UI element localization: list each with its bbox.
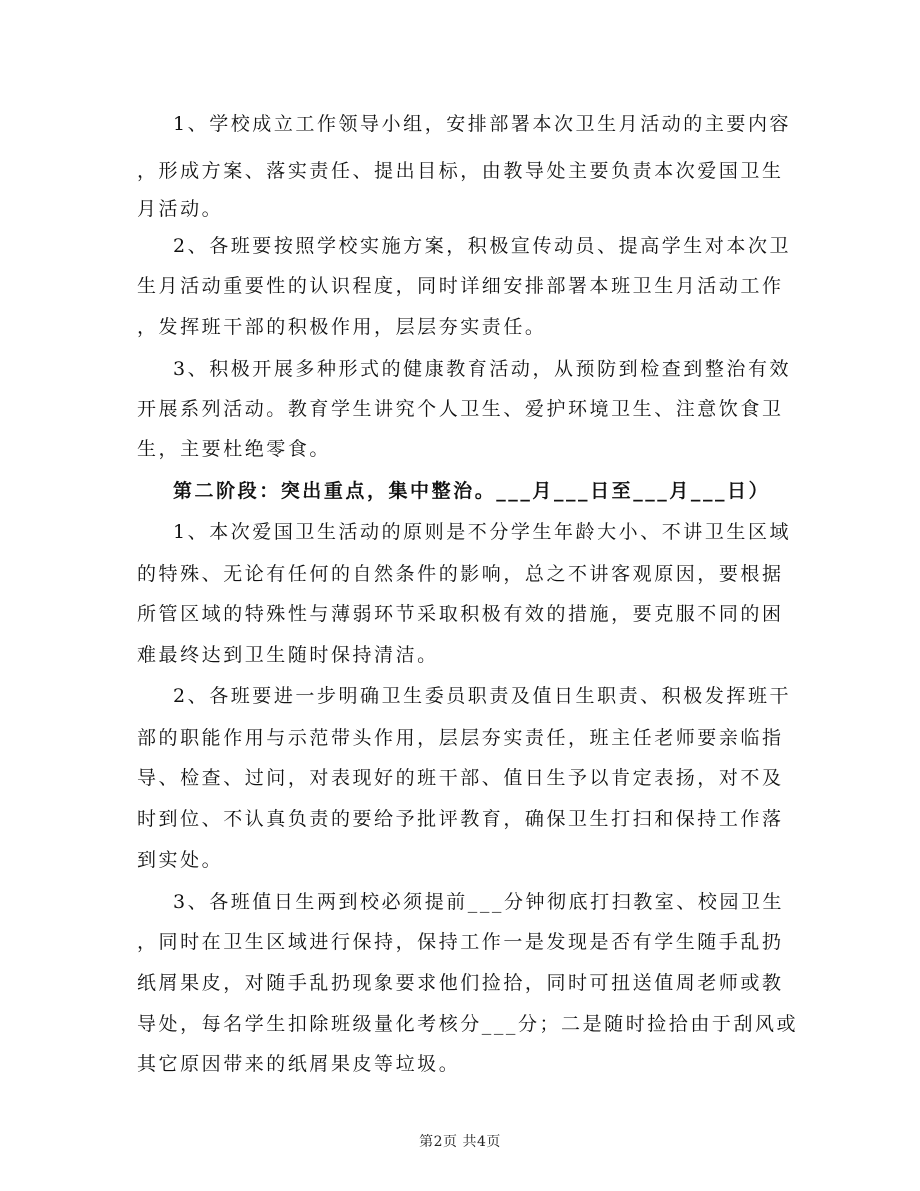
paragraph-line: 所管区域的特殊性与薄弱环节采取积极有效的措施，要克服不同的困 [137,603,784,625]
paragraph-line: 难最终达到卫生随时保持清洁。 [137,644,439,666]
paragraph-line: 部的职能作用与示范带头作用，层层夯实责任，班主任老师要亲临指 [137,727,784,749]
paragraph-line: 到实处。 [137,849,224,871]
paragraph-line: 3、各班值日生两到校必须提前___分钟彻底打扫教室、校园卫生 [173,891,785,913]
paragraph-line: 导、检查、过问，对表现好的班干部、值日生予以肯定表扬，对不及 [137,767,784,789]
paragraph-line: 1、学校成立工作领导小组，安排部署本次卫生月活动的主要内容 [173,113,792,135]
paragraph-line: 开展系列活动。教育学生讲究个人卫生、爱护环境卫生、注意饮食卫 [137,398,784,420]
paragraph-line: 月活动。 [137,198,224,220]
paragraph-line: 的特殊、无论有任何的自然条件的影响，总之不讲客观原因，要根据 [137,563,784,585]
paragraph-line: 其它原因带来的纸屑果皮等垃圾。 [137,1053,461,1075]
paragraph-line: 生月活动重要性的认识程度，同时详细安排部署本班卫生月活动工作 [137,275,784,297]
paragraph-line: 纸屑果皮，对随手乱扔现象要求他们捡拾，同时可扭送值周老师或教 [137,972,784,994]
page-number: 第2页 共4页 [419,1134,501,1150]
section-heading: 第二阶段：突出重点，集中整治。___月___日至___月___日） [173,480,771,502]
paragraph-line: 时到位、不认真负责的要给予批评教育，确保卫生打扫和保持工作落 [137,808,784,830]
paragraph-line: 2、各班要按照学校实施方案，积极宣传动员、提高学生对本次卫 [173,235,792,257]
paragraph-line: 导处，每名学生扣除班级量化考核分___分；二是随时捡拾由于刮风或 [137,1013,799,1035]
paragraph-line: ，同时在卫生区域进行保持，保持工作一是发现是否有学生随手乱扔 [137,931,784,953]
paragraph-line: 3、积极开展多种形式的健康教育活动，从预防到检查到整治有效 [173,358,792,380]
paragraph-line: ，发挥班干部的积极作用，层层夯实责任。 [137,316,547,338]
paragraph-line: 生，主要杜绝零食。 [137,438,331,460]
paragraph-line: 2、各班要进一步明确卫生委员职责及值日生职责、积极发挥班干 [173,685,792,707]
paragraph-line: 1、本次爱国卫生活动的原则是不分学生年龄大小、不讲卫生区域 [173,521,792,543]
paragraph-line: ，形成方案、落实责任、提出目标，由教导处主要负责本次爱国卫生 [137,160,784,182]
